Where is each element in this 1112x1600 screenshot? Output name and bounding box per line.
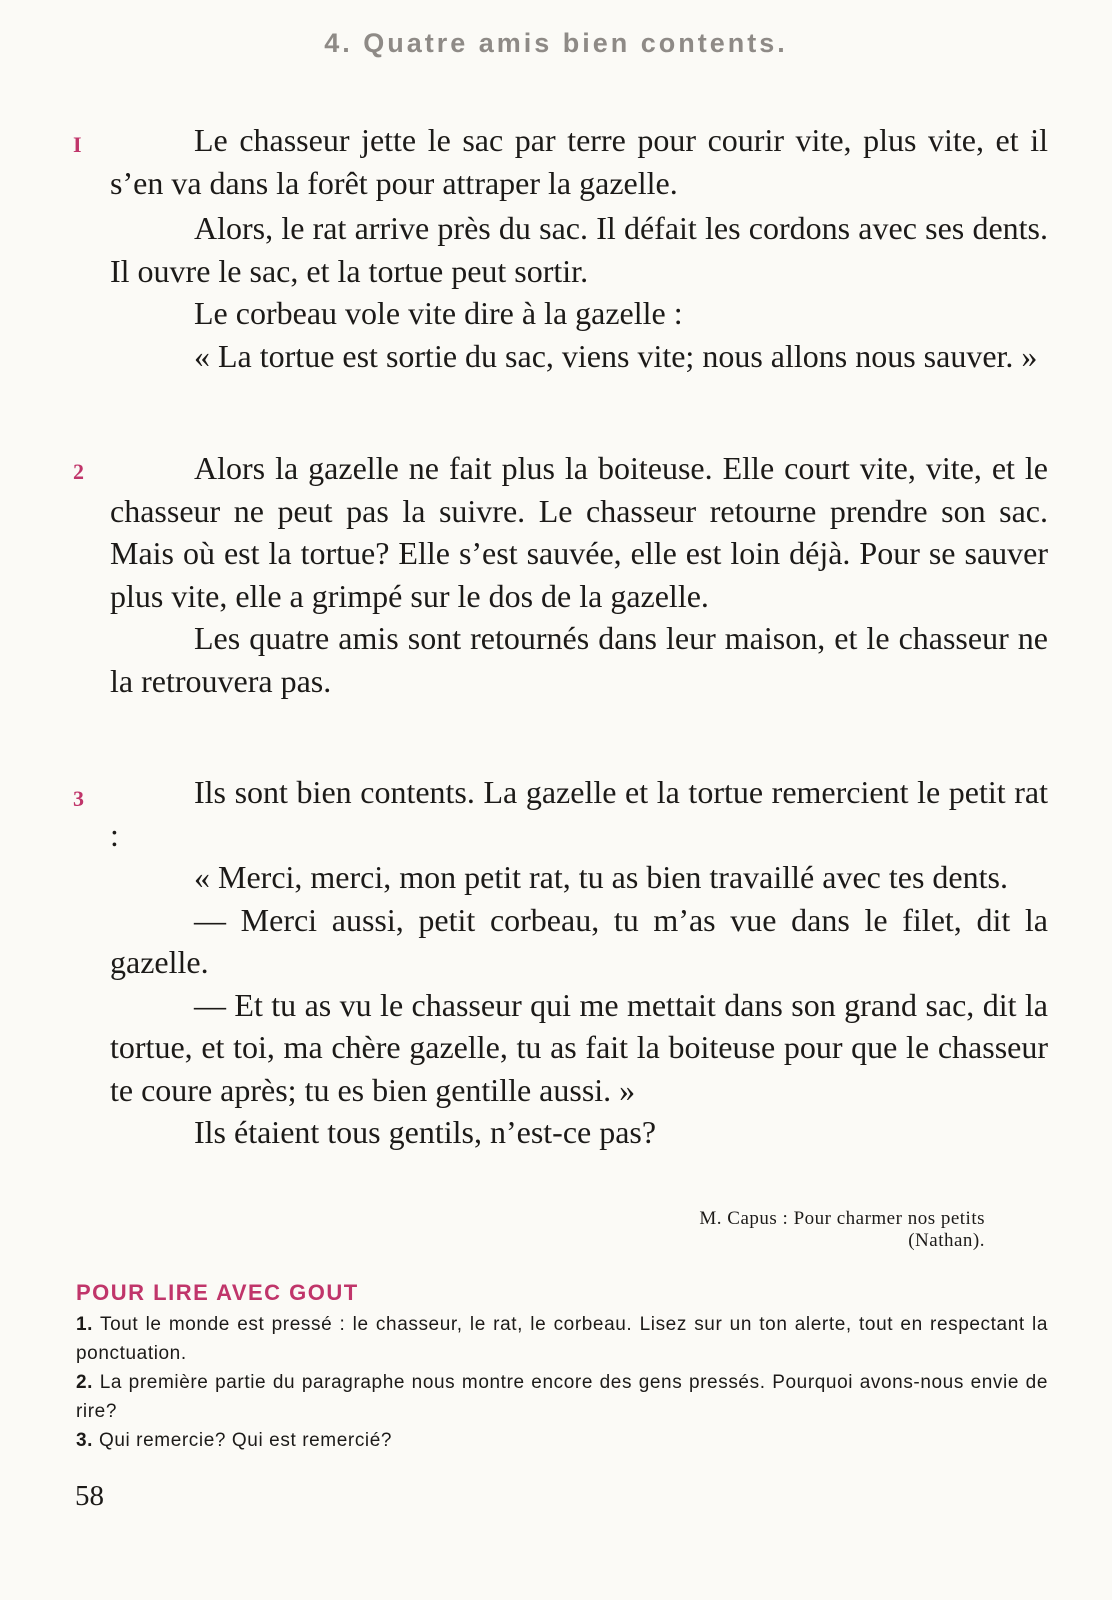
section-marker-2: 2 <box>73 459 84 484</box>
page-title: 4. Quatre amis bien contents. <box>324 28 788 58</box>
paragraph: Alors la gazelle ne fait plus la boiteuse. Elle court vite, vite, et le chasseur ne peut pas la suivre. Le chasseur retourne prendre son sac. Mais où est la tortue? Elle s’est sauvée, elle est loin déjà. Pour se sauver plus vite, elle a grimpé sur le dos de la gazelle. <box>110 450 1048 614</box>
question-item <box>76 1426 1048 1455</box>
paragraph: Le corbeau vole vite dire à la gazelle : <box>194 295 683 331</box>
question-item <box>76 1368 1048 1426</box>
paragraph: « La tortue est sortie du sac, viens vite; nous allons nous sauver. » <box>194 337 1038 374</box>
question-text: Qui remercie? Qui est remercié? <box>98 1430 393 1451</box>
paragraph: — Et tu as vu le chasseur qui me mettait dans son grand sac, dit la tortue, et toi, ma chère gazelle, tu as fait la boiteuse pour que le chasseur te coure après; tu es bien gentille aussi. » <box>110 986 1048 1108</box>
paragraph: Alors, le rat arrive près du sac. Il défait les cordons avec ses dents. Il ouvre le sac, et la tortue peut sortir. <box>110 210 1048 289</box>
citation-line: (Nathan). <box>908 1230 985 1251</box>
paragraph: « Merci, merci, mon petit rat, tu as bien travaillé avec tes dents. <box>194 859 1008 895</box>
section-2 <box>110 447 1048 702</box>
question-number: 2. <box>76 1372 94 1393</box>
paragraph: Ils sont bien contents. La gazelle et la tortue remercient le petit rat : <box>110 774 1048 853</box>
reading-heading: POUR LIRE AVEC GOUT <box>76 1280 359 1305</box>
section-marker-3: 3 <box>73 786 84 811</box>
page-number: 58 <box>75 1480 104 1512</box>
question-item <box>76 1310 1048 1368</box>
paragraph: Les quatre amis sont retournés dans leur maison, et le chasseur ne la retrouvera pas. <box>110 620 1048 699</box>
question-text: La première partie du paragraphe nous montre encore des gens pressés. Pourquoi avons-nous envie de rire? <box>76 1372 1048 1422</box>
question-number: 1. <box>76 1314 94 1335</box>
question-number: 3. <box>76 1430 94 1451</box>
question-list <box>76 1310 1048 1455</box>
paragraph: Ils étaient tous gentils, n’est-ce pas? <box>194 1114 657 1150</box>
question-text: Tout le monde est pressé : le chasseur, le rat, le corbeau. Lisez sur un ton alerte, tout en respectant la ponctuation. <box>76 1314 1048 1364</box>
section-3 <box>110 771 1048 1154</box>
paragraph: Le chasseur jette le sac par terre pour courir vite, plus vite, et il s’en va dans la forêt pour attraper la gazelle. <box>110 122 1048 201</box>
citation-line: M. Capus : Pour charmer nos petits <box>699 1208 985 1229</box>
section-marker-1: I <box>73 132 82 157</box>
source-citation <box>600 1208 985 1252</box>
paragraph: — Merci aussi, petit corbeau, tu m’as vue dans le filet, dit la gazelle. <box>110 901 1048 980</box>
section-1 <box>110 119 1048 377</box>
